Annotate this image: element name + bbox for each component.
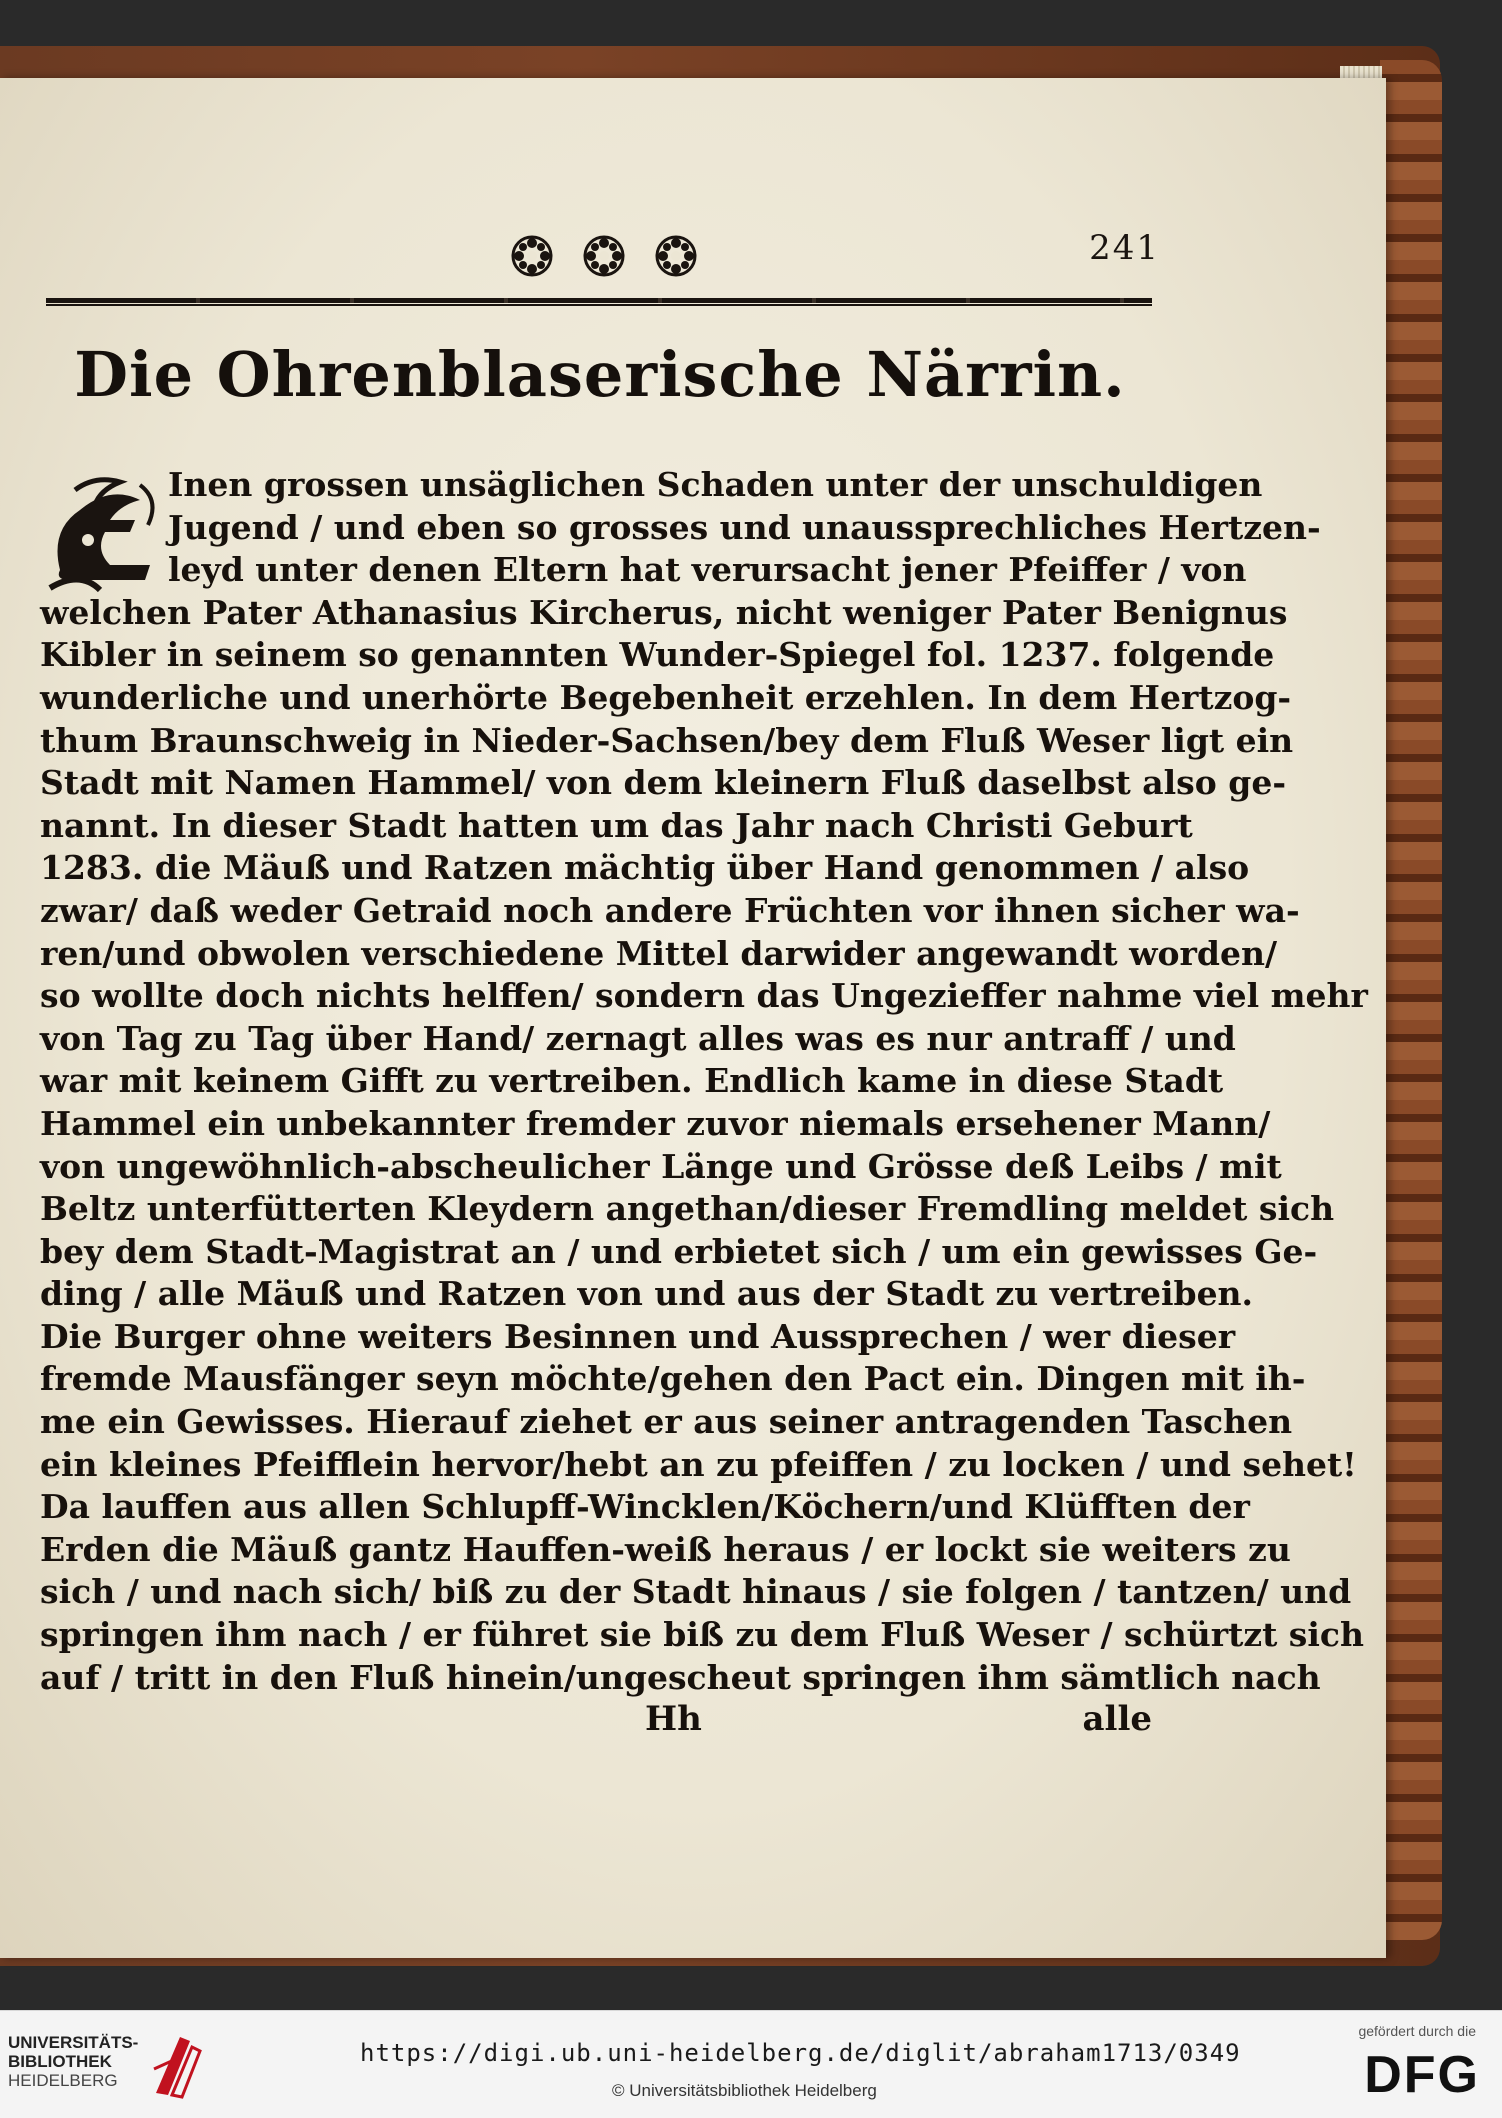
text-line: fremde Mausfänger seyn möchte/gehen den Pact ein. Dingen mit ih- bbox=[40, 1359, 1306, 1399]
text-line: wunderliche und unerhörte Begebenheit erzehlen. In dem Hertzog- bbox=[40, 677, 1292, 717]
copyright-notice: © Universitätsbibliothek Heidelberg bbox=[612, 2081, 877, 2100]
book-spine-edge bbox=[1380, 60, 1442, 1940]
page-footer-line bbox=[40, 1699, 1152, 1743]
body-text bbox=[40, 464, 1368, 1743]
text-line: leyd unter denen Eltern hat verursacht jener Pfeiffer / von bbox=[168, 550, 1247, 590]
library-name-line2: BIBLIOTHEK bbox=[8, 2052, 112, 2071]
text-line: me ein Gewisses. Hierauf ziehet er aus seiner antragenden Taschen bbox=[40, 1402, 1293, 1442]
text-line: 1283. die Mäuß und Ratzen mächtig über Hand genommen / also bbox=[40, 848, 1250, 888]
library-name-line1: UNIVERSITÄTS- bbox=[8, 2033, 139, 2052]
header-ornaments bbox=[510, 234, 698, 278]
text-line: Hammel ein unbekannter fremder zuvor niemals ersehener Mann/ bbox=[40, 1103, 1271, 1143]
page-content bbox=[40, 228, 1368, 1740]
text-line: ding / alle Mäuß und Ratzen von und aus der Stadt zu vertreiben. bbox=[40, 1274, 1254, 1314]
rosette-ornament-icon bbox=[654, 234, 698, 278]
signature-mark: Hh bbox=[645, 1699, 702, 1740]
library-logo-icon[interactable] bbox=[150, 2029, 206, 2101]
text-line: von ungewöhnlich-abscheulicher Länge und Grösse deß Leibs / mit bbox=[40, 1146, 1282, 1186]
text-line: Die Burger ohne weiters Besinnen und Aussprechen / wer dieser bbox=[40, 1316, 1236, 1356]
text-line: thum Braunschweig in Nieder-Sachsen/bey dem Fluß Weser ligt ein bbox=[40, 720, 1294, 760]
text-line: von Tag zu Tag über Hand/ zernagt alles was es nur antraff / und bbox=[40, 1018, 1236, 1058]
text-line: zwar/ daß weder Getraid noch andere Früchten vor ihnen sicher wa- bbox=[40, 890, 1300, 930]
text-line: Beltz unterfütterten Kleydern angethan/dieser Fremdling meldet sich bbox=[40, 1189, 1335, 1229]
decorated-initial-E-icon bbox=[40, 470, 170, 598]
text-line: ren/und obwolen verschiedene Mittel darwider angewandt worden/ bbox=[40, 933, 1278, 973]
text-line: bey dem Stadt-Magistrat an / und erbietet sich / um ein gewisses Ge- bbox=[40, 1231, 1318, 1271]
library-logo-text[interactable] bbox=[8, 2033, 138, 2090]
text-line: sich / und nach sich/ biß zu der Stadt hinaus / sie folgen / tantzen/ und bbox=[40, 1572, 1352, 1612]
text-line: Erden die Mäuß gantz Hauffen-weiß heraus / er lockt sie weiters zu bbox=[40, 1529, 1291, 1569]
funding-label: gefördert durch die bbox=[1358, 2023, 1476, 2039]
text-line: Da lauffen aus allen Schlupff-Wincklen/Köchern/und Klüfften der bbox=[40, 1487, 1250, 1527]
text-line: Jugend / und eben so grosses und unaussprechliches Hertzen- bbox=[168, 507, 1321, 547]
catchword: alle bbox=[1082, 1699, 1152, 1740]
text-line: Kibler in seinem so genannten Wunder-Spiegel fol. 1237. folgende bbox=[40, 635, 1275, 675]
rosette-ornament-icon bbox=[510, 234, 554, 278]
text-line: auf / tritt in den Fluß hinein/ungescheut springen ihm sämtlich nach bbox=[40, 1657, 1321, 1697]
text-line: welchen Pater Athanasius Kircherus, nicht weniger Pater Benignus bbox=[40, 592, 1288, 632]
library-name-line3: HEIDELBERG bbox=[8, 2071, 118, 2090]
text-line: nannt. In dieser Stadt hatten um das Jahr nach Christi Geburt bbox=[40, 805, 1193, 845]
text-line: Stadt mit Namen Hammel/ von dem kleinern Fluß daselbst also ge- bbox=[40, 763, 1287, 803]
dfg-logo[interactable]: DFG bbox=[1364, 2046, 1480, 2104]
permalink-url[interactable]: https://digi.ub.uni-heidelberg.de/diglit/abraham1713/0349 bbox=[360, 2039, 1241, 2067]
text-line: Inen grossen unsäglichen Schaden unter der unschuldigen bbox=[168, 465, 1263, 504]
text-line: ein kleines Pfeifflein hervor/hebt an zu pfeiffen / zu locken / und sehet! bbox=[40, 1444, 1357, 1484]
page-number: 241 bbox=[1089, 228, 1160, 268]
text-line: war mit keinem Gifft zu vertreiben. Endlich kame in diese Stadt bbox=[40, 1061, 1224, 1101]
chapter-title: Die Ohrenblaserische Närrin. bbox=[74, 338, 1126, 411]
text-line: springen ihm nach / er führet sie biß zu dem Fluß Weser / schürtzt sich bbox=[40, 1615, 1365, 1655]
text-line: so wollte doch nichts helffen/ sondern das Ungezieffer nahme viel mehr bbox=[40, 976, 1368, 1016]
header-rule bbox=[46, 298, 1152, 306]
page-header bbox=[40, 228, 1160, 298]
rosette-ornament-icon bbox=[582, 234, 626, 278]
viewer-footer bbox=[0, 2010, 1502, 2118]
book-page bbox=[0, 78, 1386, 1958]
